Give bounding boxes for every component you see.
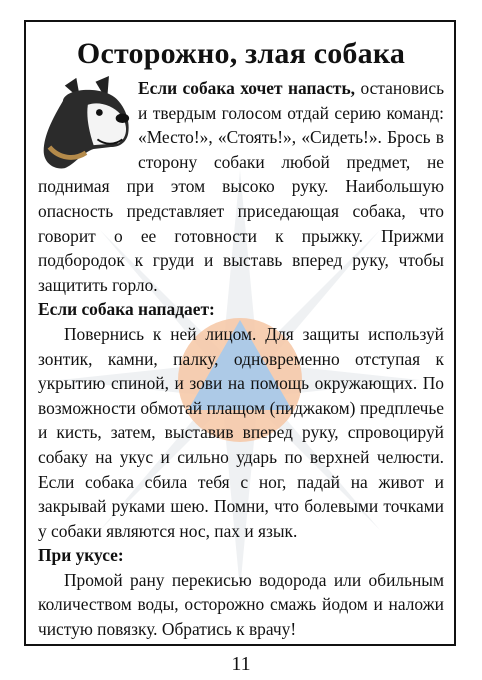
page-content — [30, 24, 450, 644]
bite-paragraph: Промой рану перекисью водорода или обильным количеством воды, осторожно смажь йодом и наложи чистую повязку. Обратись к врачу! — [38, 569, 444, 640]
intro-lead: Если собака хочет напасть, — [138, 78, 356, 98]
intro-text: остановись и твердым голосом отдай серию команд: «Место!», «Стоять!», «Сидеть!». Брось в сторону собаки любой предмет, не поднимая при этом высоко руку. Наибольшую опасность представляет приседающая собака, что говорит о ее готовности к прыжку. Прижми подбородок к груди и выставь вперед руку, чтобы защитить горло. — [38, 78, 444, 295]
bite-heading: При укусе: — [38, 545, 124, 566]
attack-paragraph: Повернись к ней лицом. Для защиты используй зонтик, камни, палку, одновременно отступая к укрытию спиной, и зови на помощь окружающих. По возможности обмотай плащом (пиджаком) предплечье и кисть, затем, выставив вперед руку, спровоцируй собаку на укус и сильно ударь по верхней челюсти. Если собака сбила тебя с ног, падай на живот и закрывай руками шею. Помни, что болевыми точками у собаки являются нос, пах и язык. — [38, 323, 444, 541]
attack-heading: Если собака нападает: — [38, 299, 215, 320]
page-number: 11 — [231, 653, 251, 675]
page-title: Осторожно, злая собака — [76, 37, 406, 70]
dog-head-icon — [36, 76, 132, 172]
